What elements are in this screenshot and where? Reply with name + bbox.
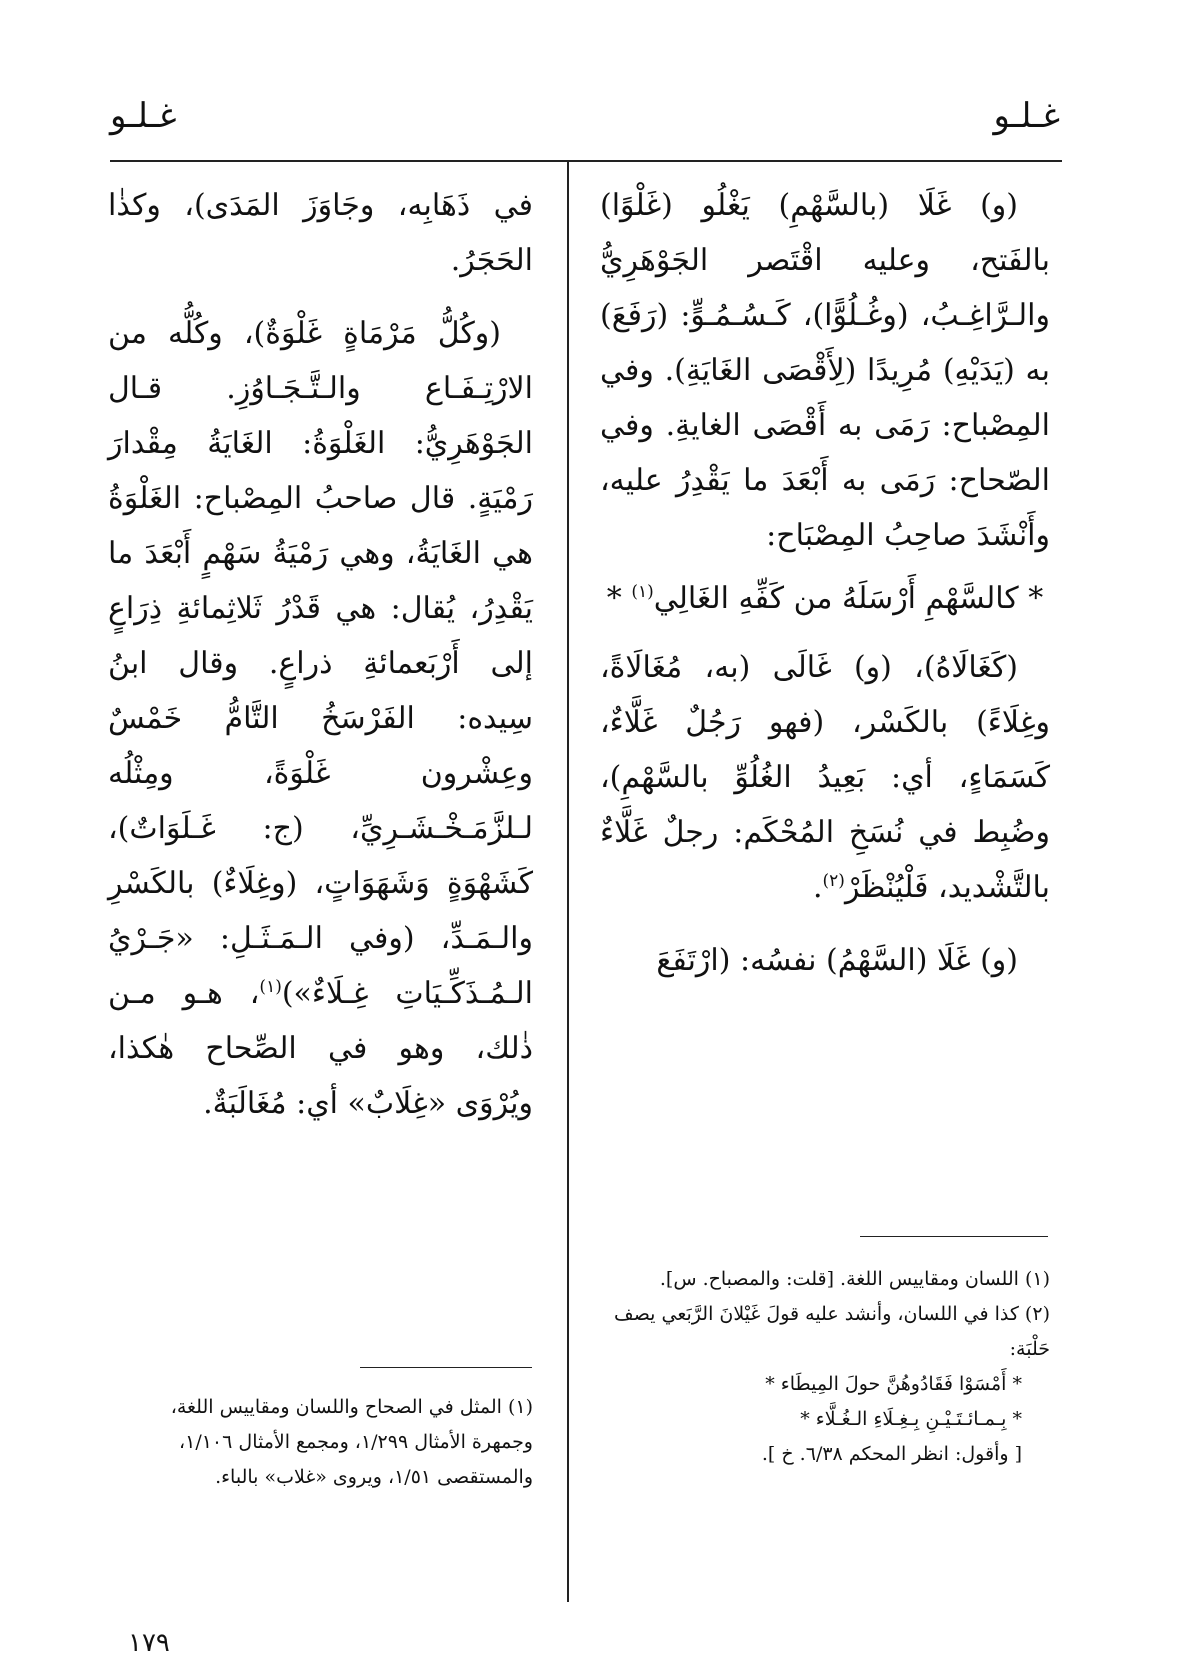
- right-para-1: (و) غَلَا (بالسَّهْمِ) يَغْلُو (غَلْوًا) بالفَتح، وعليه اقْتَصر الجَوْهَرِيُّ والـرَّاغِـبُ، (وغُـلُوًّا)، كَـسُـمُـوٍّ: (رَفَعَ) به (يَدَيْهِ) مُرِيدًا (لِأَقْصَى الغَايَةِ). وفي المِصْباح: رَمَى به أَقْصَى الغايةِ. وفي الصّحاح: رَمَى به أَبْعَدَ ما يَقْدِرُ عليه، وأَنْشَدَ صاحِبُ المِصْبَاح:: [600, 188, 1050, 553]
- left-para-2-text: (وكُلُّ مَرْمَاةٍ غَلْوَةٌ)، وكُلُّه من الارْتِـفَـاع والـتَّـجَـاوُزِ. قـال الجَوْهَرِيُّ: الغَلْوَةُ: الغَايَةُ مِقْدارَ رَمْيَةٍ. قال صاحبُ المِصْباح: الغَلْوَةُ هي الغَايَةُ، وهي رَمْيَةُ سَهْمٍ أَبْعَدَ ما يَقْدِرُ، يُقال: هي قَدْرُ ثَلاثِمائةِ ذِرَاعٍ إلى أَرْبَعمائةِ ذراعٍ. وقال ابنُ سِيده: الفَرْسَخُ التَّامُّ خَمْسٌ وعِشْرون غَلْوَةً، ومِثْلُه لـلزَّمَـخْـشَـرِيِّ، (ج: غَـلَوَاتٌ)، كَشَهْوَةٍ وَشَهَوَاتٍ، (وغِلَاءٌ) بالكَسْرِ والـمَـدِّ، (وفي الـمَـثَـلِ: «جَـرْيُ الـمُـذَكِّـيَاتِ غِـلَاءٌ»): [108, 316, 534, 1011]
- footnote-right-1: (١) اللسان ومقاييس اللغة. [قلت: والمصباح. س].: [659, 1268, 1050, 1290]
- verse-end-mark: *: [606, 581, 632, 616]
- footnote-left-1: (١) المثل في الصحاح واللسان ومقاييس اللغة، وجمهرة الأمثال ١/٢٩٩، ومجمع الأمثال ١/١٠٦، والمستقصى ١/٥١، ويروى «غلاب» بالباء.: [170, 1396, 533, 1488]
- right-column: [600, 178, 1050, 988]
- verse-footnote-mark: (١): [631, 582, 654, 602]
- page-number: ١٧٩: [128, 1628, 170, 1658]
- running-header: [110, 96, 1060, 144]
- header-right-word: غـلـو: [993, 96, 1060, 136]
- footnote-right-2: (٢) كذا في اللسان، وأنشد عليه قولَ غَيْلانَ الرَّبَعي يصف حَلْبَة:: [614, 1303, 1050, 1360]
- right-para-3: (و) غَلَا (السَّهْمُ) نفسُه: (ارْتَفَعَ: [656, 943, 1018, 978]
- left-para-2-footnote-mark: (١): [259, 977, 282, 997]
- left-column: [108, 178, 533, 1131]
- header-left-word: غـلـو: [110, 96, 177, 136]
- right-para-2-footnote-mark: (٢): [822, 871, 845, 891]
- left-para-1: في ذَهَابِه، وجَاوَزَ المَدَى)، وكذٰا الحَجَرُ.: [108, 188, 533, 278]
- footnote-right-2-verse-2: * بِـمـائـتَـيْـنِ بِـغِـلَاءِ الـغُـلَّاء *: [800, 1408, 1022, 1430]
- footnotes-right: [600, 1262, 1050, 1472]
- footnote-rule-right: [860, 1236, 1048, 1237]
- footnote-rule-left: [360, 1367, 532, 1368]
- column-divider: [567, 162, 569, 1602]
- footnote-right-2-note: [ وأقول: انظر المحكم ٦/٣٨. خ ].: [761, 1443, 1022, 1465]
- footnote-right-2-verse-1: * أَمْسَوْا فَقَادُوهُنَّ حولَ المِيطَاء *: [765, 1373, 1022, 1395]
- header-rule: [110, 160, 1062, 162]
- right-para-2-text: (كَغَالَاهُ)، (و) غَالَى (به، مُغَالَاةً، وغِلَاءً) بالكَسْر، (فهو رَجُلٌ غَلَّاءٌ، كَسَمَاءٍ، أي: بَعِيدُ الغُلُوِّ بالسَّهْمِ)، وضُبِط في نُسَخِ المُحْكَم: رجلٌ غَلَّاءٌ بالتَّشْديد، فَلْيُنْظَرْ: [600, 650, 1050, 905]
- verse-text: * كالسَّهْمِ أَرْسَلَهُ من كَفِّهِ الغَالِي: [653, 581, 1044, 616]
- left-para-2: [108, 306, 533, 1131]
- right-para-2: [600, 640, 1050, 915]
- verse-line: [600, 571, 1050, 626]
- left-para-2-end: ، هـو مـن ذٰلك، وهو في الصِّحاح هٰكذا، ويُرْوَى «غِلَابٌ» أي: مُغَالَبَةٌ.: [108, 976, 533, 1121]
- right-para-2-end: .: [812, 870, 823, 905]
- footnotes-left: [108, 1390, 533, 1495]
